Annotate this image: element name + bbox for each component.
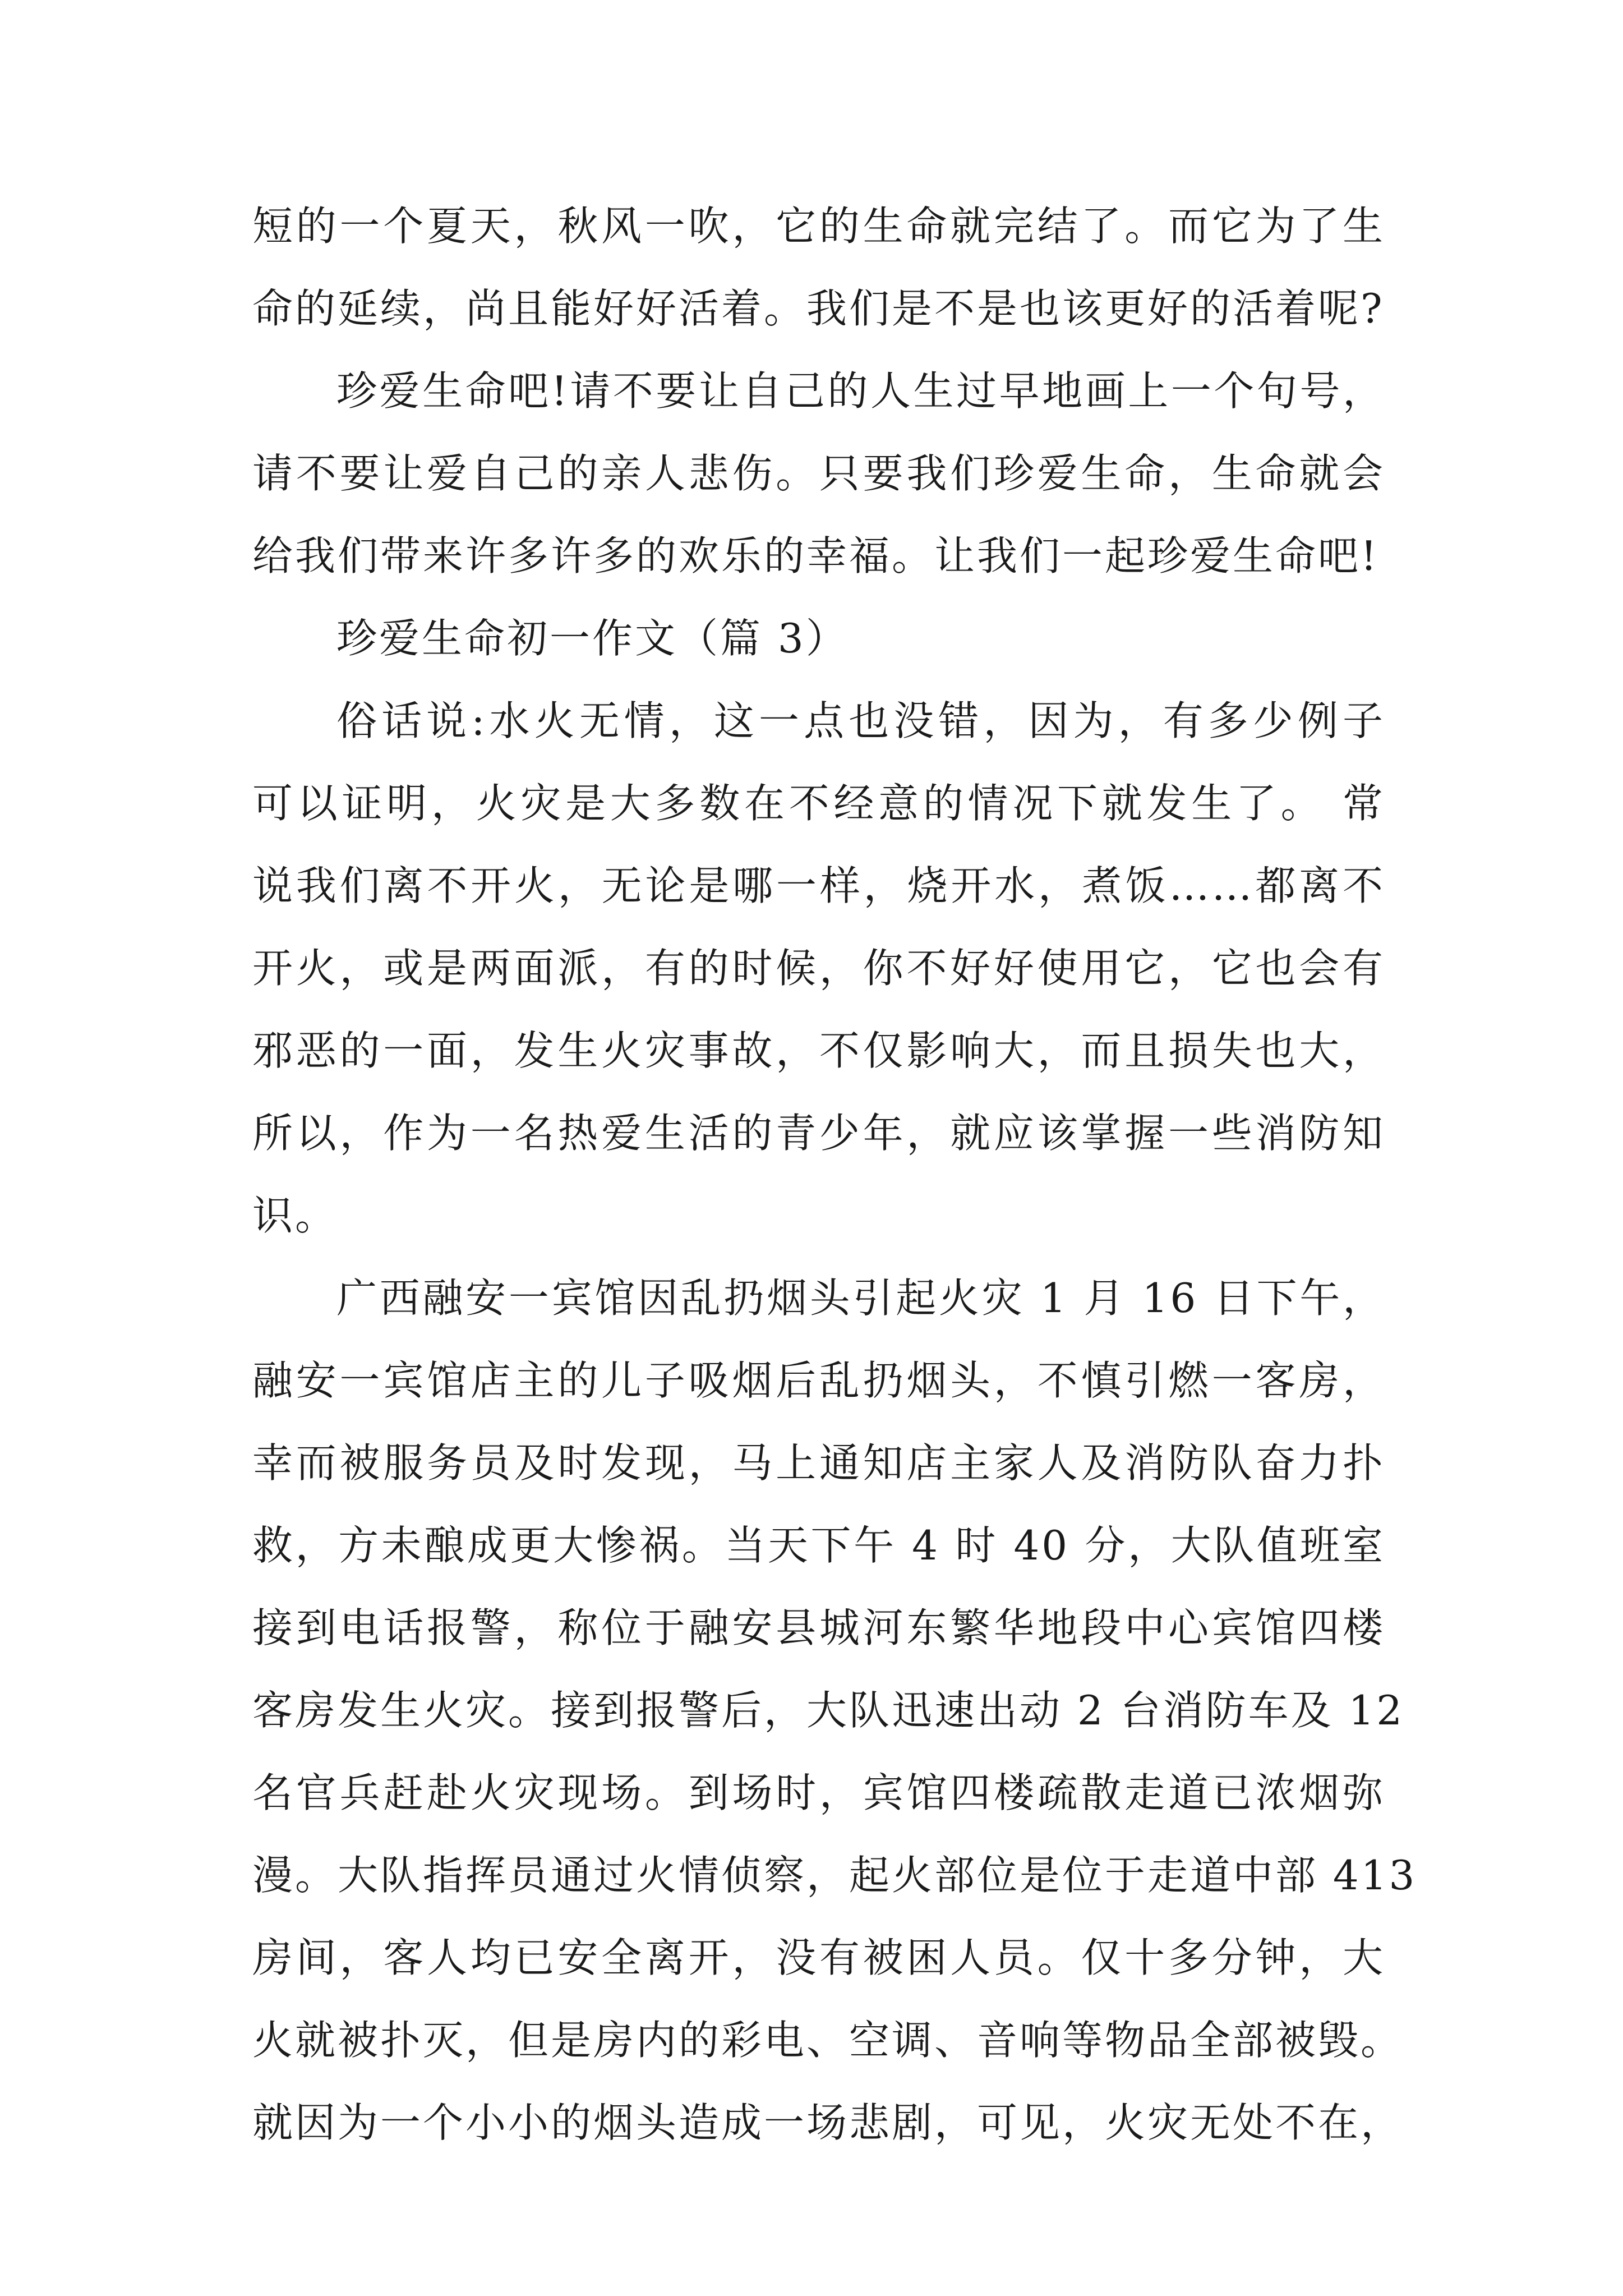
text-line: 开火，或是两面派，有的时候，你不好好使用它，它也会有 xyxy=(252,945,1385,992)
text-line: 火就被扑灭，但是房内的彩电、空调、音响等物品全部被毁。 xyxy=(252,2017,1404,2064)
paragraph-start-line: 俗话说:水火无情，这一点也没错，因为，有多少例子 xyxy=(336,697,1385,744)
text-line: 识。 xyxy=(252,1192,338,1239)
text-line: 融安一宾馆店主的儿子吸烟后乱扔烟头，不慎引燃一客房， xyxy=(252,1357,1385,1404)
text-line: 邪恶的一面，发生火灾事故，不仅影响大，而且损失也大， xyxy=(252,1027,1385,1074)
text-line: 命的延续，尚且能好好活着。我们是不是也该更好的活着呢? xyxy=(252,285,1385,332)
text-line: 就因为一个小小的烟头造成一场悲剧，可见，火灾无处不在， xyxy=(252,2099,1404,2146)
text-line: 客房发生火灾。接到报警后，大队迅速出动 2 台消防车及 12 xyxy=(252,1687,1405,1734)
text-line: 漫。大队指挥员通过火情侦察，起火部位是位于走道中部 413 xyxy=(252,1852,1417,1899)
paragraph-start-line: 珍爱生命吧!请不要让自己的人生过早地画上一个句号， xyxy=(336,367,1385,415)
text-line: 所以，作为一名热爱生活的青少年，就应该掌握一些消防知 xyxy=(252,1110,1385,1157)
text-line: 说我们离不开火，无论是哪一样，烧开水，煮饭……都离不 xyxy=(252,862,1385,909)
section-heading: 珍爱生命初一作文（篇 3） xyxy=(336,615,849,662)
text-line: 名官兵赶赴火灾现场。到场时，宾馆四楼疏散走道已浓烟弥 xyxy=(252,1769,1385,1816)
text-line: 接到电话报警，称位于融安县城河东繁华地段中心宾馆四楼 xyxy=(252,1604,1385,1651)
text-line: 短的一个夏天，秋风一吹，它的生命就完结了。而它为了生 xyxy=(252,203,1385,250)
text-line: 请不要让爱自己的亲人悲伤。只要我们珍爱生命，生命就会 xyxy=(252,450,1385,497)
text-line: 给我们带来许多许多的欢乐的幸福。让我们一起珍爱生命吧! xyxy=(252,532,1379,579)
text-line: 房间，客人均已安全离开，没有被困人员。仅十多分钟，大 xyxy=(252,1934,1385,1981)
text-line: 救，方未酿成更大惨祸。当天下午 4 时 40 分，大队值班室 xyxy=(252,1522,1385,1569)
text-line: 可以证明，火灾是大多数在不经意的情况下就发生了。 常 xyxy=(252,780,1385,827)
text-line: 幸而被服务员及时发现，马上通知店主家人及消防队奋力扑 xyxy=(252,1439,1385,1487)
paragraph-start-line: 广西融安一宾馆因乱扔烟头引起火灾 1 月 16 日下午， xyxy=(336,1274,1385,1322)
